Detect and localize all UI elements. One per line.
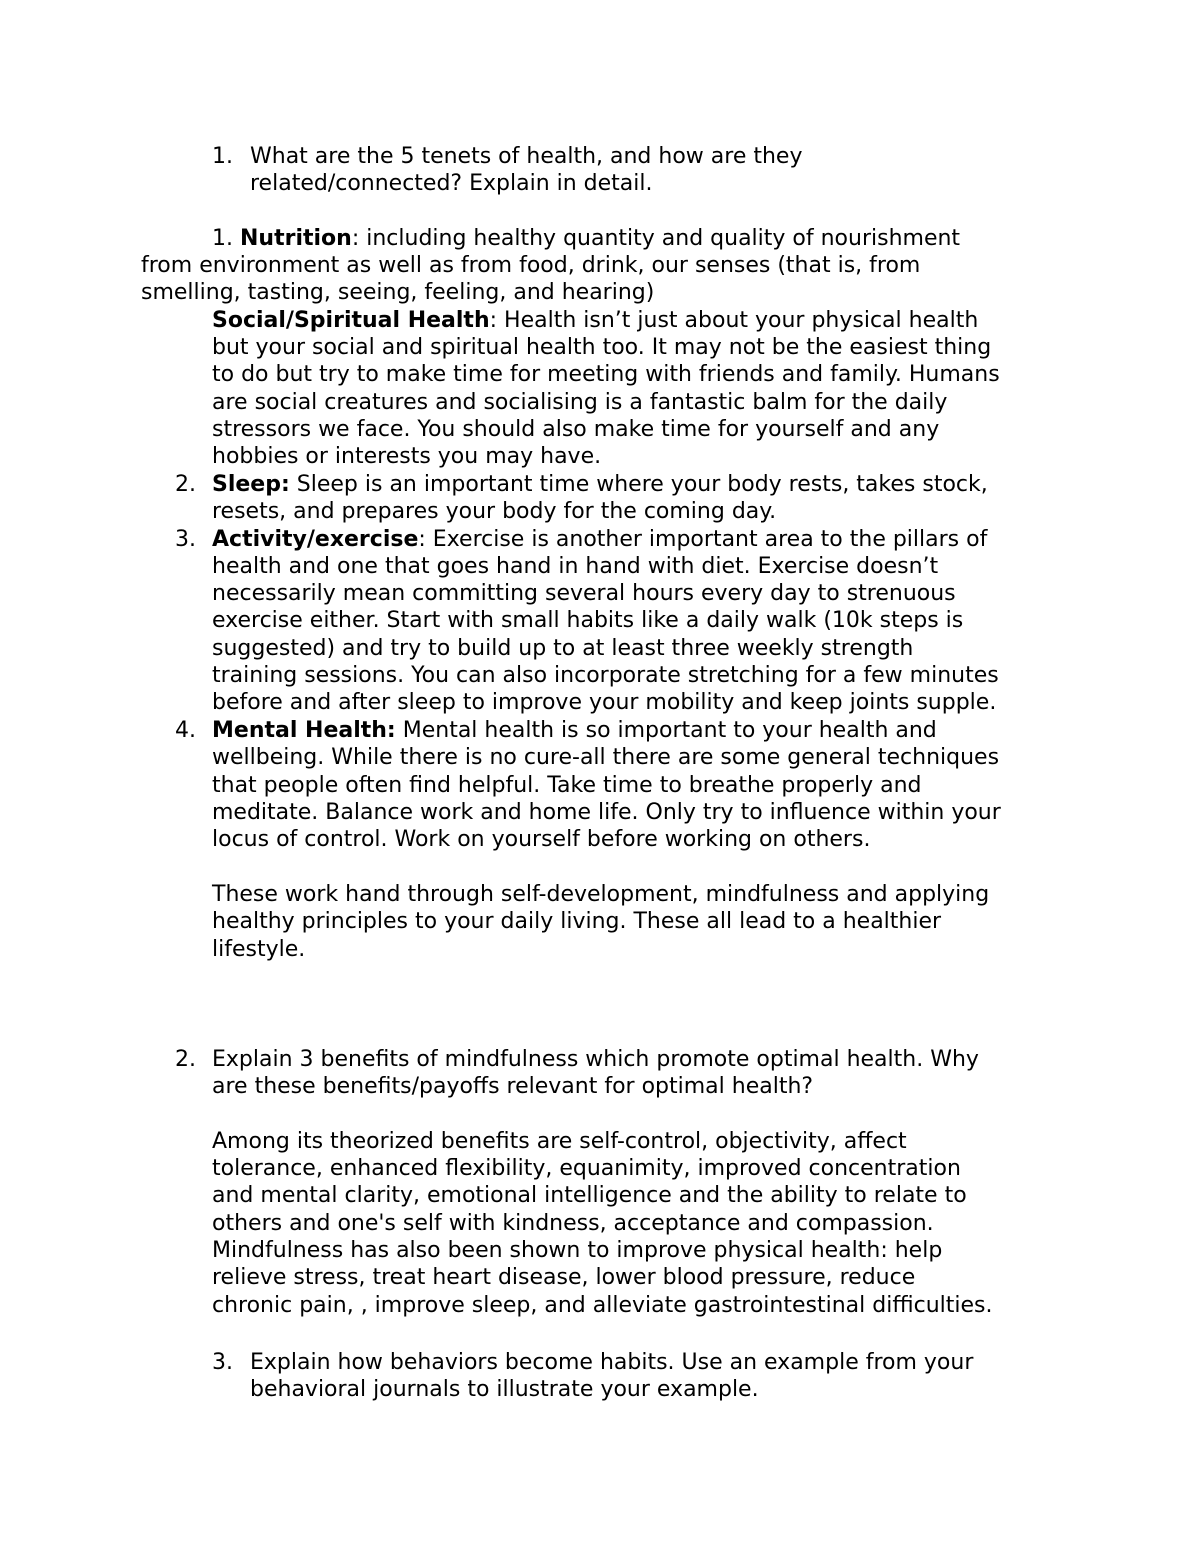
activity-text: exercise either. Start with small habits like a daily walk (10k steps is	[212, 608, 964, 633]
question-1-number: 1.	[212, 144, 233, 169]
activity-text: health and one that goes hand in hand with diet. Exercise doesn’t	[212, 554, 939, 579]
mental-text: wellbeing. While there is no cure-all there are some general techniques	[212, 745, 1000, 770]
answer-2-text: Among its theorized benefits are self-control, objectivity, affect	[212, 1129, 907, 1154]
answer-item-nutrition	[212, 225, 960, 252]
question-3-text: behavioral journals to illustrate your example.	[250, 1377, 759, 1402]
activity-text: : Exercise is another important area to the pillars of	[418, 527, 988, 552]
social-text: hobbies or interests you may have.	[212, 444, 602, 469]
nutrition-text: from environment as well as from food, drink, our senses (that is, from	[141, 253, 921, 278]
activity-text: necessarily mean committing several hours every day to strenuous	[212, 581, 956, 606]
mental-text: meditate. Balance work and home life. Only try to influence within your	[212, 800, 1001, 825]
social-text: are social creatures and socialising is a fantastic balm for the daily	[212, 390, 948, 415]
activity-text: training sessions. You can also incorporate stretching for a few minutes	[212, 663, 999, 688]
sleep-text: resets, and prepares your body for the coming day.	[212, 499, 777, 524]
answer-item-sleep	[212, 471, 988, 498]
activity-text: before and after sleep to improve your mobility and keep joints supple.	[212, 690, 997, 715]
question-1-text: What are the 5 tenets of health, and how are they	[250, 144, 803, 169]
term-social-spiritual: Social/Spiritual Health	[212, 308, 490, 333]
social-text: to do but try to make time for meeting with friends and family. Humans	[212, 362, 1000, 387]
nutrition-text: : including healthy quantity and quality of nourishment	[351, 226, 961, 251]
term-activity-exercise: Activity/exercise	[212, 527, 419, 552]
answer-2-text: chronic pain, , improve sleep, and alleviate gastrointestinal difficulties.	[212, 1293, 993, 1318]
answer-item-mental	[212, 717, 937, 744]
question-2-number: 2.	[175, 1047, 196, 1072]
answer-2-text: tolerance, enhanced flexibility, equanimity, improved concentration	[212, 1156, 961, 1181]
list-number: 1.	[212, 226, 233, 251]
activity-text: suggested) and try to build up to at least three weekly strength	[212, 636, 914, 661]
question-3-number: 3.	[212, 1350, 233, 1375]
answer-2-text: Mindfulness has also been shown to improve physical health: help	[212, 1238, 943, 1263]
social-text: stressors we face. You should also make time for yourself and any	[212, 417, 940, 442]
mental-text: Mental health is so important to your health and	[395, 718, 937, 743]
summary-text: lifestyle.	[212, 937, 306, 962]
social-text: : Health isn’t just about your physical health	[489, 308, 979, 333]
question-1-text: related/connected? Explain in detail.	[250, 171, 653, 196]
answer-item-social	[212, 307, 978, 334]
answer-2-text: others and one's self with kindness, acceptance and compassion.	[212, 1211, 934, 1236]
term-sleep: Sleep:	[212, 472, 290, 497]
nutrition-text: smelling, tasting, seeing, feeling, and hearing)	[141, 280, 655, 305]
list-number: 2.	[175, 472, 196, 497]
summary-text: healthy principles to your daily living. These all lead to a healthier	[212, 909, 942, 934]
mental-text: locus of control. Work on yourself before working on others.	[212, 827, 871, 852]
term-nutrition: Nutrition	[240, 226, 352, 251]
sleep-text: Sleep is an important time where your body rests, takes stock,	[289, 472, 988, 497]
social-text: but your social and spiritual health too. It may not be the easiest thing	[212, 335, 992, 360]
question-2-text: are these benefits/payoffs relevant for optimal health?	[212, 1074, 814, 1099]
question-3-text: Explain how behaviors become habits. Use an example from your	[250, 1350, 974, 1375]
question-2-text: Explain 3 benefits of mindfulness which promote optimal health. Why	[212, 1047, 979, 1072]
list-number: 3.	[175, 527, 196, 552]
list-number: 4.	[175, 718, 196, 743]
answer-2-text: relieve stress, treat heart disease, lower blood pressure, reduce	[212, 1265, 916, 1290]
answer-item-activity	[212, 526, 987, 553]
answer-2-text: and mental clarity, emotional intelligence and the ability to relate to	[212, 1183, 967, 1208]
term-mental-health: Mental Health:	[212, 718, 396, 743]
mental-text: that people often find helpful. Take time to breathe properly and	[212, 773, 922, 798]
summary-text: These work hand through self-development, mindfulness and applying	[212, 882, 990, 907]
